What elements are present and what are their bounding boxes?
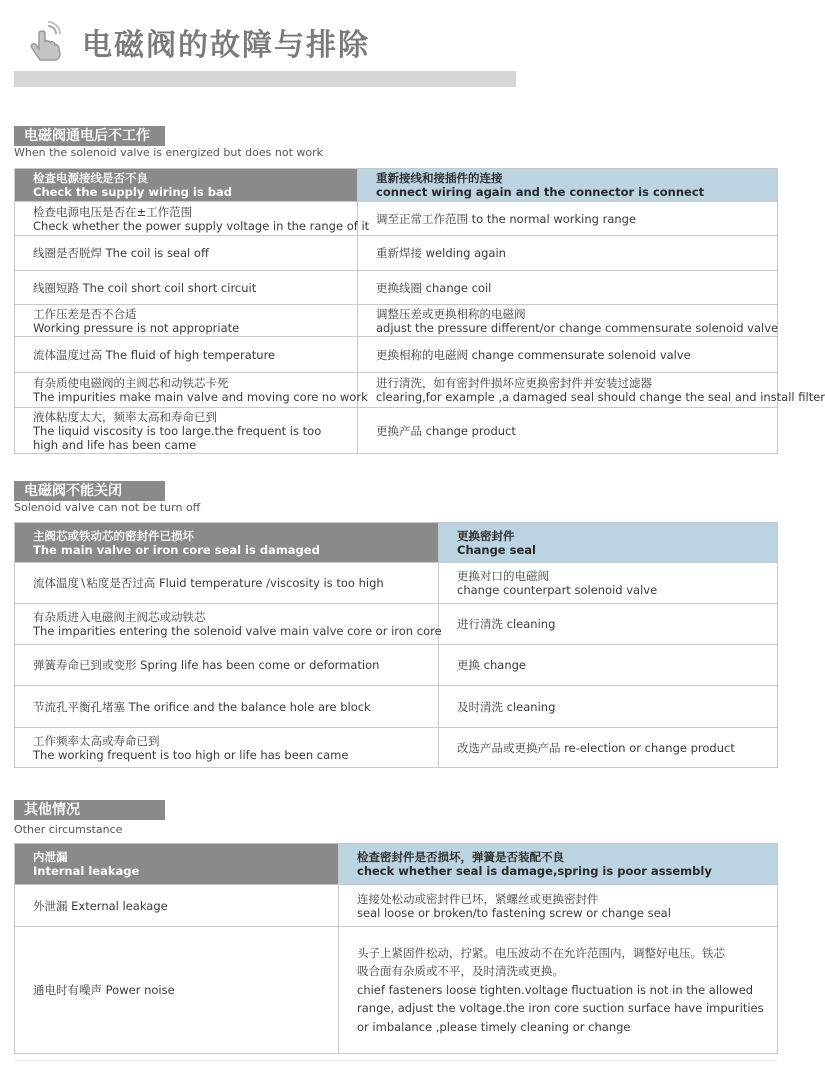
section1-table bbox=[14, 168, 825, 454]
table-row bbox=[15, 202, 778, 236]
section2-table bbox=[14, 522, 778, 768]
table-row bbox=[15, 728, 778, 768]
solution-cell: 更换对口的电磁阀 change counterpart solenoid valve bbox=[439, 563, 778, 604]
bottom-divider bbox=[14, 1060, 777, 1061]
table-header-cell: 检查密封件是否损坏，弹簧是否装配不良 check whether seal is damage,spring is poor assembly bbox=[339, 844, 778, 885]
table-header-row bbox=[15, 169, 778, 202]
cause-cell: 通电时有噪声 Power noise bbox=[15, 927, 339, 1054]
cause-cell: 液体粘度太大，频率太高和寿命已到 The liquid viscosity is too large.the frequent is too high and life has been came bbox=[15, 408, 358, 454]
table-row bbox=[15, 604, 778, 645]
table-header-cell: 重新接线和接插件的连接 connect wiring again and the connector is connect bbox=[358, 169, 778, 202]
solution-cell: 调整压差或更换相称的电磁阀 adjust the pressure different/or change commensurate solenoid valve bbox=[358, 305, 778, 337]
hand-pointer-icon bbox=[26, 22, 66, 62]
solution-cell: 连接处松动或密封件已坏，紧螺丝或更换密封件 seal loose or broken/to fastening screw or change seal bbox=[339, 885, 778, 927]
section-subtitle: Other circumstance bbox=[14, 823, 123, 836]
cause-cell: 工作压差是否不合适 Working pressure is not appropriate bbox=[15, 305, 358, 337]
solution-cell: 更换线圈 change coil bbox=[358, 271, 778, 305]
table-row bbox=[15, 563, 778, 604]
table-header-cell: 检查电源接线是否不良 Check the supply wiring is bad bbox=[15, 169, 358, 202]
table-row bbox=[15, 337, 778, 373]
solution-cell: 头子上紧固件松动，拧紧。电压波动不在允许范围内，调整好电压。铁芯 吸合面有杂质或不平，及时清洗或更换。 chief fasteners loose tighten.voltage fluctuation is not in the allowed range, adjust the voltage.the iron core suction surface have impurities or imbalance ,please timely cleaning or change bbox=[339, 927, 778, 1054]
solution-cell: 进行清洗 cleaning bbox=[439, 604, 778, 645]
table-header-cell: 内泄漏 Internal leakage bbox=[15, 844, 339, 885]
cause-cell: 有杂质使电磁阀的主阀芯和动铁芯卡死 The impurities make main valve and moving core no work bbox=[15, 373, 358, 408]
table-header-row bbox=[15, 844, 778, 885]
section-title: 电磁阀通电后不工作 bbox=[14, 126, 165, 146]
solution-cell: 调至正常工作范围 to the normal working range bbox=[358, 202, 778, 236]
section-subtitle: When the solenoid valve is energized but does not work bbox=[14, 146, 324, 159]
table-row bbox=[15, 408, 778, 454]
solution-cell: 重新焊接 welding again bbox=[358, 236, 778, 271]
cause-cell: 节流孔平衡孔堵塞 The orifice and the balance hole are block bbox=[15, 686, 439, 728]
solution-cell: 及时清洗 cleaning bbox=[439, 686, 778, 728]
table-header-row bbox=[15, 523, 778, 563]
section-subtitle: Solenoid valve can not be turn off bbox=[14, 501, 201, 514]
table-row bbox=[15, 305, 778, 337]
solution-cell: 进行清洗，如有密封件损坏应更换密封件并安装过滤器 clearing,for example ,a damaged seal should change the seal and install filter bbox=[358, 373, 778, 408]
table-row bbox=[15, 373, 778, 408]
cause-cell: 线圈是否脱焊 The coil is seal off bbox=[15, 236, 358, 271]
table-row bbox=[15, 686, 778, 728]
cause-cell: 流体温度过高 The fluid of high temperature bbox=[15, 337, 358, 373]
table-row bbox=[15, 236, 778, 271]
solution-cell: 更换 change bbox=[439, 645, 778, 686]
cause-cell: 流体温度∖粘度是否过高 Fluid temperature /viscosity is too high bbox=[15, 563, 439, 604]
section-title: 其他情况 bbox=[14, 800, 165, 820]
cause-cell: 线圈短路 The coil short coil short circuit bbox=[15, 271, 358, 305]
cause-cell: 检查电源电压是否在±工作范围 Check whether the power supply voltage in the range of it bbox=[15, 202, 358, 236]
solution-cell: 更换相称的电磁阀 change commensurate solenoid valve bbox=[358, 337, 778, 373]
table-row bbox=[15, 927, 778, 1054]
solution-cell: 改选产品或更换产品 re-election or change product bbox=[439, 728, 778, 768]
table-row bbox=[15, 885, 778, 927]
cause-cell: 工作频率太高或寿命已到 The working frequent is too high or life has been came bbox=[15, 728, 439, 768]
section3-table bbox=[14, 843, 778, 1054]
table-row bbox=[15, 271, 778, 305]
table-header-cell: 更换密封件 Change seal bbox=[439, 523, 778, 563]
section-title: 电磁阀不能关闭 bbox=[14, 481, 165, 501]
cause-cell: 弹簧寿命已到或变形 Spring life has been come or deformation bbox=[15, 645, 439, 686]
cause-cell: 有杂质进入电磁阀主阀芯或动铁芯 The imparities entering the solenoid valve main valve core or iron core bbox=[15, 604, 439, 645]
page-title: 电磁阀的故障与排除 bbox=[82, 28, 370, 63]
title-underline-bar bbox=[14, 71, 516, 87]
cause-cell: 外泄漏 External leakage bbox=[15, 885, 339, 927]
table-row bbox=[15, 645, 778, 686]
table-header-cell: 主阀芯或铁动芯的密封件已损坏 The main valve or iron core seal is damaged bbox=[15, 523, 439, 563]
solution-cell: 更换产品 change product bbox=[358, 408, 778, 454]
